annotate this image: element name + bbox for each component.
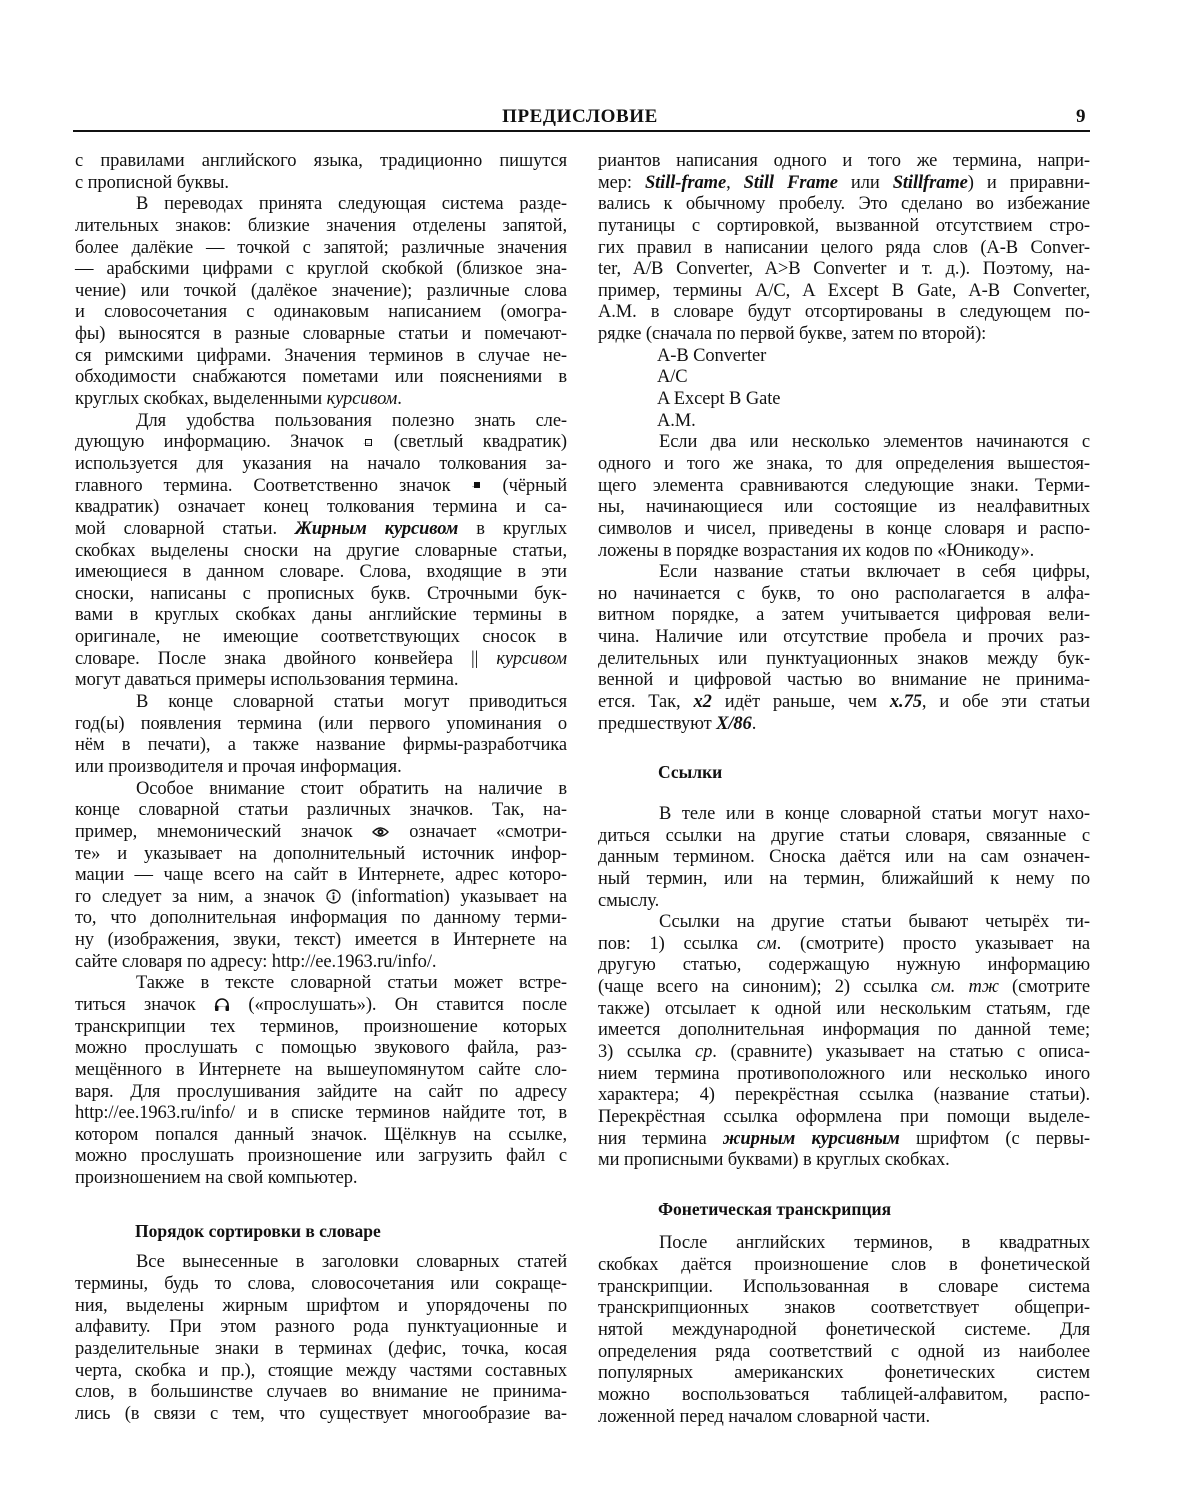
text-line (598, 259, 1090, 281)
text-run: A.M. в словаре будут отсортированы в следующем по- (598, 302, 1090, 323)
text-line (75, 584, 567, 606)
text-run: то, что дополнительная информация по данному терми- (75, 908, 567, 929)
text-line (75, 346, 567, 368)
text-run: пример, мнемонический значок (75, 821, 373, 842)
text-run: мещённого в Интернете на вышеупомянутом сайте сло- (75, 1059, 567, 1080)
text-line (75, 1317, 567, 1339)
list-item (598, 411, 1090, 433)
text-run: черта, скобка и пр.), стоящие между частями составных (75, 1360, 567, 1381)
text-line (598, 497, 1090, 519)
text-line (75, 1274, 567, 1296)
text-run: в круглых (458, 518, 567, 539)
info-icon (326, 890, 341, 905)
text-run: также) отсылает к одной или нескольким статьям, где (598, 998, 1090, 1019)
text-line (598, 519, 1090, 541)
text-run: A/C (657, 367, 688, 388)
text-run: (information) указывает на (340, 886, 567, 907)
text-run: Перекрёстная ссылка оформлена при помощи выделе- (598, 1106, 1090, 1127)
text-run: одного и того же знака, то для определения вышестоя- (598, 453, 1090, 474)
text-run: можно прослушать произношение или загрузить файл с (75, 1146, 567, 1167)
text-run: более далёкие — точкой с запятой; различные значения (75, 237, 567, 258)
text-line (75, 1060, 567, 1082)
text-run: http://ee.1963.ru/info/ и в списке терминов найдите тот, в (75, 1103, 567, 1124)
text-line (75, 454, 567, 476)
text-line (598, 1020, 1090, 1042)
text-line (75, 497, 567, 519)
text-run: данным термином. Сноска даётся или на сам означен- (598, 847, 1090, 868)
text-line (598, 955, 1090, 977)
text-line (75, 281, 567, 303)
italic-text: см. тж (930, 977, 999, 998)
text-run: щего элемента сравниваются следующие знаки. Терми- (598, 475, 1090, 496)
text-run: скобках даётся произношение слов в фонетической (598, 1255, 1090, 1276)
text-line (75, 562, 567, 584)
text-line (75, 1361, 567, 1383)
text-line (75, 692, 567, 714)
text-run: или (837, 172, 893, 193)
text-line (598, 216, 1090, 238)
text-run: («прослушать»). Он ставится после (230, 994, 567, 1015)
list-item (598, 367, 1090, 389)
icon-token-text: {info} (325, 897, 331, 900)
text-run: риантов написания одного и того же термина, напри- (598, 151, 1090, 171)
sq-open-icon (363, 440, 374, 447)
text-line (598, 238, 1090, 260)
text-line (75, 735, 567, 757)
text-line (598, 891, 1090, 913)
text-line (75, 1404, 567, 1426)
text-line (75, 1168, 567, 1190)
text-run: мации — чаще всего на сайт в Интернете, адрес которо- (75, 865, 567, 886)
text-run: Ссылки на другие статьи бывают четырёх ти- (659, 912, 1090, 933)
text-run: (чаще всего на синоним); 2) ссылка (598, 977, 931, 998)
text-run: В конце словарной статьи могут приводиться (136, 692, 567, 713)
text-run: алфавиту. При этом разного рода пунктуационные и (75, 1317, 567, 1338)
text-run: (чёрный (481, 475, 568, 496)
text-run: определения ряда соответствий с одной из наиболее (598, 1341, 1090, 1362)
text-line (598, 1255, 1090, 1277)
text-run: нием термина противоположного или несколько иного (598, 1063, 1090, 1084)
text-line (75, 714, 567, 736)
text-run: Для удобства пользования полезно знать сле- (136, 410, 567, 431)
text-run: шрифтом (с первы- (899, 1128, 1090, 1149)
bold-italic-term: жирным курсивным (722, 1128, 900, 1149)
text-line (598, 1277, 1090, 1299)
bold-italic-term: X/86 (716, 713, 752, 734)
text-line (75, 1252, 567, 1274)
text-run: оригинале, не имеющие соответствующих сносок в (75, 627, 567, 648)
text-run: . (751, 713, 757, 734)
italic-text: ср (694, 1041, 713, 1062)
text-line (598, 151, 1090, 173)
icon-token-text: {sq-filled} (471, 486, 481, 489)
text-run: год(ы) появления термина (или первого упоминания о (75, 713, 567, 734)
text-run: чение) или точкой (далёкое значение); различные слова (75, 280, 567, 301)
intro-section (75, 151, 567, 1190)
links-section (598, 804, 1090, 1172)
text-run: венной и цифровой частью во внимание не принима- (598, 670, 1090, 691)
text-run: мер: (598, 172, 645, 193)
paragraph (598, 151, 1090, 346)
text-line (75, 519, 567, 541)
bold-italic-term: Жирным курсивом (294, 518, 459, 539)
text-line (75, 476, 567, 498)
bold-italic-term: Still Frame (743, 172, 838, 193)
text-run: или производителя и прочая информация. (75, 756, 402, 777)
text-line (598, 714, 1090, 736)
icon-token-text: {sq-open} (363, 443, 372, 446)
text-run: ется. Так, (598, 692, 694, 713)
text-run: лительных знаков: близкие значения отделены запятой, (75, 215, 567, 236)
text-run: означает «смотри- (389, 821, 567, 842)
text-line (75, 670, 567, 692)
phonetic-section (598, 1233, 1090, 1428)
text-run: . (сравните) указывает на статью с описа- (712, 1041, 1090, 1062)
bold-italic-term: Still-frame (644, 172, 727, 193)
text-line (75, 865, 567, 887)
text-run: (светлый квадратик) (374, 432, 567, 453)
text-line (75, 1038, 567, 1060)
text-line (598, 649, 1090, 671)
text-line (598, 847, 1090, 869)
text-line (75, 627, 567, 649)
text-line (598, 194, 1090, 216)
text-line (598, 670, 1090, 692)
text-run: го следует за ним, а значок (75, 886, 326, 907)
header-rule (73, 130, 1090, 132)
text-line (598, 454, 1090, 476)
text-run: нятой международной фонетической системе. Для (598, 1320, 1090, 1341)
text-run: и словосочетания с одинаковым написанием (омогра- (75, 302, 567, 323)
text-line (75, 973, 567, 995)
text-line (75, 1125, 567, 1147)
text-run: ) и приравни- (967, 172, 1090, 193)
text-run: смыслу. (598, 890, 660, 911)
text-run: с прописной буквы. (75, 172, 229, 193)
text-line (598, 1385, 1090, 1407)
text-run: ся римскими цифрами. Значения терминов в случае не- (75, 345, 567, 366)
text-run: главного термина. Соответственно значок (75, 475, 472, 496)
text-line (75, 757, 567, 779)
text-run: . (смотрите) просто указывает на (776, 933, 1090, 954)
text-line (598, 324, 1090, 346)
text-line (75, 1082, 567, 1104)
text-run: витном порядке, а затем учитывается цифровая вели- (598, 605, 1090, 626)
text-run: идёт раньше, чем (711, 692, 890, 713)
text-line (598, 302, 1090, 324)
paragraph (75, 151, 567, 194)
text-line (598, 977, 1090, 999)
text-line (598, 934, 1090, 956)
section-heading-sorting: Порядок сортировки в словаре (135, 1220, 381, 1241)
text-line (75, 541, 567, 563)
text-run: обходимости снабжаются пометами или пояснениями в (75, 367, 567, 388)
text-line (75, 649, 567, 671)
paragraph (75, 194, 567, 410)
paragraph (75, 1252, 567, 1425)
text-line (75, 151, 567, 173)
text-line (75, 1296, 567, 1318)
text-line (598, 281, 1090, 303)
text-run: ны, начинающиеся или состоящие из неалфавитных (598, 497, 1090, 518)
text-run: В теле или в конце словарной статьи могут нахо- (659, 803, 1090, 824)
bold-italic-term: x2 (693, 692, 712, 713)
text-run: можно воспользоваться таблицей-алфавитом, распо- (598, 1384, 1090, 1405)
text-line (75, 238, 567, 260)
text-run: но начинается с букв, то оно располагается в алфа- (598, 583, 1090, 604)
list-item (598, 346, 1090, 368)
paragraph (598, 1233, 1090, 1428)
text-run: транскрипционных знаков соответствует общепри- (598, 1298, 1090, 1319)
text-run: сайте словаря по адресу: http://ee.1963.ru/info/. (75, 951, 437, 972)
right-column (598, 151, 1090, 1428)
text-run: транскрипции тех терминов, произношение которых (75, 1016, 567, 1037)
text-run: , и обе эти статьи (921, 692, 1090, 713)
text-run: круглых скобках, выделенными (75, 389, 327, 410)
text-run: ложены в порядке возрастания их кодов по «Юникоду». (598, 540, 1035, 561)
text-run: титься значок (75, 994, 215, 1015)
paragraph (598, 432, 1090, 562)
paragraph (75, 779, 567, 974)
text-run: — арабскими цифрами с круглой скобкой (близкое зна- (75, 259, 567, 280)
text-run: сноски, написаны с прописных букв. Строчными бук- (75, 583, 567, 604)
text-run: нём в печати), а также название фирмы-разработчика (75, 735, 567, 756)
text-line (598, 1342, 1090, 1364)
text-line (598, 584, 1090, 606)
list-item (598, 389, 1090, 411)
text-line (75, 995, 567, 1017)
text-run: с правилами английского языка, традиционно пишутся (75, 151, 567, 171)
text-line (75, 908, 567, 930)
text-run: Также в тексте словарной статьи может встре- (136, 973, 567, 994)
text-run: Если название статьи включает в себя цифры, (659, 562, 1090, 583)
text-line (598, 1363, 1090, 1385)
text-line (75, 1339, 567, 1361)
text-line (75, 216, 567, 238)
text-run: чина. Наличие или отсутствие пробела и прочих раз- (598, 627, 1090, 648)
text-line (75, 887, 567, 909)
text-run: рядке (сначала по первой букве, затем по второй): (598, 324, 987, 345)
text-line (598, 912, 1090, 934)
text-run: могут даваться примеры использования термина. (75, 670, 459, 691)
example-list (598, 346, 1090, 433)
text-run: A.M. (657, 410, 696, 431)
text-line (75, 173, 567, 195)
text-line (75, 194, 567, 216)
text-run: квадратик) означает конец толкования термина и са- (75, 497, 567, 518)
text-run: используется для указания на начало толкования за- (75, 453, 567, 474)
text-run: конце словарной статьи различных значков. Так, на- (75, 800, 567, 821)
text-run: словаре. После знака двойного конвейера || (75, 648, 497, 669)
text-run: Особое внимание стоит обратить на наличие в (136, 778, 567, 799)
text-run: разделительные знаки в терминах (дефис, точка, косая (75, 1338, 567, 1359)
running-header-title: ПРЕДИСЛОВИЕ (502, 106, 658, 127)
text-line (75, 930, 567, 952)
text-run: ния термина (598, 1128, 723, 1149)
text-run: вами в круглых скобках даны английские термины в (75, 605, 567, 626)
text-run: В переводах принята следующая система разде- (136, 194, 567, 215)
eye-icon (372, 827, 389, 839)
text-run: ми прописными буквами) в круглых скобках. (598, 1150, 950, 1171)
text-run: варя. Для прослушивания зайдите на сайт по адресу (75, 1081, 567, 1102)
italic-text: курсивом (326, 389, 398, 410)
text-line (75, 302, 567, 324)
text-line (598, 1150, 1090, 1172)
paragraph (598, 804, 1090, 912)
text-run: дующую информацию. Значок (75, 432, 364, 453)
sorting-section (75, 1252, 567, 1425)
text-run: мой словарной статьи. (75, 518, 295, 539)
text-line (75, 1017, 567, 1039)
text-line (598, 1407, 1090, 1429)
text-line (598, 869, 1090, 891)
text-run: характера; 4) перекрёстная ссылка (название статьи). (598, 1085, 1090, 1106)
paragraph (598, 912, 1090, 1172)
text-run: символов и чисел, приведены в конце словаря и распо- (598, 518, 1090, 539)
text-line (598, 1233, 1090, 1255)
text-line (75, 605, 567, 627)
text-run: транскрипции. Использованная в словаре система (598, 1276, 1090, 1297)
text-run: слов, в большинстве случаев во внимание не принима- (75, 1382, 567, 1403)
text-line (598, 476, 1090, 498)
text-run: Если два или несколько элементов начинаются с (659, 432, 1090, 453)
text-run: котором попался данный значок. Щёлкнув на ссылке, (75, 1124, 567, 1145)
text-line (75, 432, 567, 454)
sorting-section-continued (598, 151, 1090, 735)
text-line (75, 411, 567, 433)
paragraph (75, 411, 567, 692)
text-line (598, 692, 1090, 714)
text-line (598, 1064, 1090, 1086)
text-line (598, 173, 1090, 195)
italic-text: см (756, 933, 777, 954)
text-line (75, 779, 567, 801)
text-run: предшествуют (598, 713, 717, 734)
text-line (75, 844, 567, 866)
text-run: те» и указывает на дополнительный источник инфор- (75, 843, 567, 864)
bold-italic-term: Stillframe (892, 172, 968, 193)
sq-filled-icon (472, 483, 482, 489)
text-run: Все вынесенные в заголовки словарных статей (136, 1252, 567, 1273)
text-line (75, 389, 567, 411)
section-heading-links: Ссылки (658, 762, 723, 783)
text-run: диться ссылки на другие статьи словаря, связанные с (598, 825, 1090, 846)
text-line (75, 1103, 567, 1125)
text-line (75, 1382, 567, 1404)
text-line (75, 1146, 567, 1168)
text-run: ну (изображения, звуки, текст) имеется в Интернете на (75, 930, 567, 951)
text-run: пов: 1) ссылка (598, 933, 757, 954)
text-line (598, 541, 1090, 563)
section-heading-phonetic: Фонетическая транскрипция (658, 1198, 892, 1219)
paragraph (598, 562, 1090, 735)
text-run: делительных или пунктуационных знаков между бук- (598, 648, 1090, 669)
text-run: (смотрите (998, 977, 1091, 998)
text-line (75, 367, 567, 389)
headphones-icon (214, 998, 230, 1013)
paragraph (75, 692, 567, 779)
text-line (598, 627, 1090, 649)
text-run: ложенной перед началом словарной части. (598, 1406, 930, 1427)
icon-token-text: {headphones} (214, 1005, 226, 1008)
italic-text: курсивом (496, 648, 567, 669)
text-run: фы) выносятся в разные словарные статьи и помечают- (75, 324, 567, 345)
text-line (598, 1129, 1090, 1151)
text-run: имеется дополнительная информация по данной теме; (598, 1020, 1090, 1041)
text-run: другую статью, содержащую нужную информацию (598, 955, 1090, 976)
text-run: , (726, 172, 744, 193)
icon-token-text: {eye} (372, 832, 378, 835)
text-run: термины, будь то слова, словосочетания или сокраще- (75, 1274, 567, 1295)
left-column (75, 151, 567, 1426)
text-run: пример, термины A/C, A Except B Gate, A-B Converter, (598, 280, 1090, 301)
text-line (598, 1107, 1090, 1129)
text-run: A-B Converter (657, 345, 767, 366)
text-run: ния, выделены жирным шрифтом и упорядочены по (75, 1295, 567, 1316)
text-run: 3) ссылка (598, 1041, 695, 1062)
text-line (75, 952, 567, 974)
text-line (75, 259, 567, 281)
text-line (598, 1298, 1090, 1320)
text-run: скобках выделены сноски на другие словарные статьи, (75, 540, 567, 561)
text-line (598, 1085, 1090, 1107)
text-line (75, 822, 567, 844)
paragraph (75, 973, 567, 1189)
text-run: ный термин, или на термин, ближайший к нему по (598, 868, 1090, 889)
text-run: лись (в связи с тем, что существует многообразие ва- (75, 1403, 567, 1424)
bold-italic-term: x.75 (889, 692, 922, 713)
text-line (75, 800, 567, 822)
text-run: После английских терминов, в квадратных (659, 1233, 1090, 1254)
text-line (598, 1320, 1090, 1342)
text-run: гих правил в написании целого ряда слов (A-B Conver- (598, 237, 1090, 258)
text-line (598, 1042, 1090, 1064)
text-line (598, 826, 1090, 848)
text-line (598, 432, 1090, 454)
text-run: имеющиеся в данном словаре. Слова, входящие в эти (75, 562, 567, 583)
text-line (598, 562, 1090, 584)
text-run: произношением на свой компьютер. (75, 1168, 358, 1189)
text-line (598, 999, 1090, 1021)
text-run: популярных американских фонетических систем (598, 1363, 1090, 1384)
text-run: путаницы с сортировкой, вызванной отсутствием стро- (598, 215, 1090, 236)
text-run: . (397, 389, 402, 410)
text-run: ter, A/B Converter, A>B Converter и т. д.). Поэтому, на- (598, 259, 1090, 280)
text-run: A Except B Gate (657, 389, 781, 410)
text-run: можно прослушать с помощью звукового файла, раз- (75, 1038, 567, 1059)
text-line (598, 605, 1090, 627)
text-line (75, 324, 567, 346)
text-run: вались к обычному пробелу. Это сделано во избежание (598, 194, 1090, 215)
page-number: 9 (1076, 106, 1086, 127)
text-line (598, 804, 1090, 826)
